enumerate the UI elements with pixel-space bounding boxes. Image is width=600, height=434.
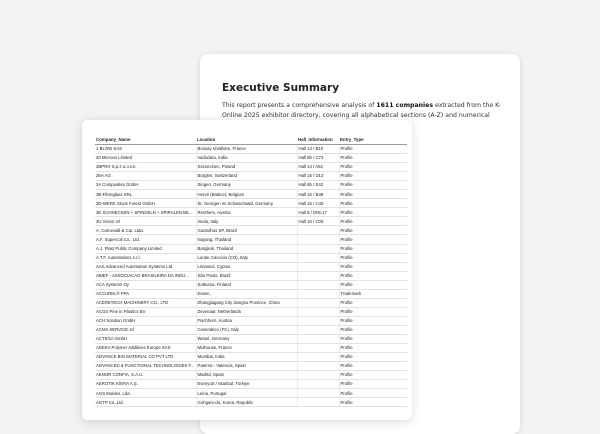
company-name-cell: ACERETECH MACHINERY CO., LTD [95,298,196,307]
company-name-cell: ABIEF - ASSOCIACAO BRASILEIRA DA INDÚ... [95,271,196,280]
location-cell: Zevenaar, Netherlands [196,307,297,316]
table-row [95,172,407,181]
hall-cell [297,307,339,316]
company-name-cell: ACTEGA GmbH [95,334,196,343]
location-cell: St. Georgen im Schwarzwald, Germany [196,199,297,208]
location-cell: Fischhorn, Austria [196,316,297,325]
table-row [95,325,407,334]
table-row [95,208,407,217]
table-row [95,235,407,244]
hall-cell: Hall 8b / C73 [297,154,339,163]
entry-type-cell: Profile [339,316,407,325]
hall-cell [297,226,339,235]
entry-type-cell: Profile [339,154,407,163]
entry-type-cell: Profile [339,163,407,172]
company-name-cell: ACCUREL® PPA [95,289,196,298]
entry-type-cell: Profile [339,190,407,199]
table-row [95,353,407,362]
summary-text-end: extracted from the K-Online 2025 exhibitor directory, covering all alphabetical sections (A-Z) and numerical [222,102,501,119]
hall-cell [297,280,339,289]
hall-cell [297,344,339,353]
company-name-cell: 2kH AG [95,172,196,181]
company-name-cell: 2BPRO S.p.z.o.o.s.k. [95,163,196,172]
table-row [95,289,407,298]
company-table-page [82,120,412,420]
table-row [95,244,407,253]
table-row [95,271,407,280]
table-body [95,145,407,407]
entry-type-cell: Profile [339,280,407,289]
hall-cell [297,316,339,325]
hall-cell [297,334,339,343]
entry-type-cell: Profile [339,325,407,334]
entry-type-cell: Profile [339,334,407,343]
table-row [95,398,407,407]
company-name-cell: A.T.F. Automations s.r.l. [95,253,196,262]
table-header-row [95,135,407,145]
location-cell: Imola, Italy [196,217,297,226]
company-name-cell: AEROTIK KİMYA A.Ş. [95,380,196,389]
table-row [95,253,407,262]
company-name-cell: ADVANCE BIO MATERIAL CO PVT LTD [95,353,196,362]
location-cell: Hervé (Battice), Belgium [196,190,297,199]
hall-cell: Hall 14 / A62 [297,163,339,172]
location-cell: Sotkuma, Finland [196,280,297,289]
location-cell: Nayang, Thailand [196,235,297,244]
column-header-entry-type: Entry_Type [339,135,407,145]
location-cell: Renthem, Austria [196,208,297,217]
location-cell: Gohgam-do, Korea, Republic [196,398,297,407]
company-name-cell: AAS Advanced Automation Systems Ltd. [95,262,196,271]
hall-cell: Hall 8b / E42 [297,181,339,190]
company-name-cell: 3E SCHNECKEN + SPINDELN + SPIRALEN BE... [95,208,196,217]
company-name-cell: AGS Moldes, Lda. [95,389,196,398]
company-name-cell: ACGS Pine in Plastics BV [95,307,196,316]
entry-type-cell: Profile [339,380,407,389]
entry-type-cell: Profile [339,307,407,316]
company-name-cell: A.F. Supercoil Co., Ltd. [95,235,196,244]
table-row [95,262,407,271]
column-header-company: Company_Name [95,135,196,145]
table-row [95,199,407,208]
hall-cell [297,289,339,298]
summary-title: Executive Summary [222,82,340,94]
entry-type-cell: Profile [339,217,407,226]
location-cell: Singen, Germany [196,181,297,190]
company-name-cell: 3D-WERK Stock Forest GmbH [95,199,196,208]
hall-cell [297,235,339,244]
entry-type-cell: Profile [339,344,407,353]
table-row [95,316,407,325]
table-row [95,389,407,398]
column-header-hall: Hall_Information [297,135,339,145]
table-row [95,163,407,172]
company-name-cell: 3B-Fibreglass SRL [95,190,196,199]
hall-cell [297,398,339,407]
table-row [95,362,407,371]
location-cell: Bossay s/Valloire, France [196,145,297,154]
summary-company-count: 1611 companies [376,102,434,109]
entry-type-cell: Profile [339,362,407,371]
hall-cell: Hall 14 / B10 [297,145,339,154]
location-cell: São Paulo, Brazil [196,271,297,280]
table-row [95,371,407,380]
location-cell: Szezecinec, Poland [196,163,297,172]
hall-cell [297,362,339,371]
hall-cell: Hall 8 / D06.17 [297,208,339,217]
table-row [95,280,407,289]
table-row [95,181,407,190]
table-row [95,145,407,154]
location-cell: Esenyurt / Istanbul, Türkiye [196,380,297,389]
company-name-cell: A. Carnevalli & Cia. Ltda. [95,226,196,235]
table-row [95,226,407,235]
location-cell: Mumbai, India [196,353,297,362]
entry-type-cell: Profile [339,253,407,262]
table-row [95,217,407,226]
entry-type-cell: Profile [339,145,407,154]
entry-type-cell: Profile [339,172,407,181]
hall-cell [297,298,339,307]
hall-cell: Hall 15 / D13 [297,172,339,181]
table-row [95,154,407,163]
company-name-cell: 3U Vision srl [95,217,196,226]
entry-type-cell: Profile [339,199,407,208]
location-cell: Cesenatico (FC), Italy [196,325,297,334]
company-name-cell: ADVANCED & FUNCTIONAL TECHNOLOGIES F... [95,362,196,371]
location-cell: Guarulhos SP, Brazil [196,226,297,235]
table-row [95,307,407,316]
location-cell: Mulhouse, France [196,344,297,353]
entry-type-cell: Profile [339,271,407,280]
table-row [95,380,407,389]
location-cell: Madrid, Spain [196,371,297,380]
hall-cell [297,371,339,380]
hall-cell: Hall 15 / C40 [297,199,339,208]
hall-cell [297,353,339,362]
company-name-cell: 1 BLOW SAS [95,145,196,154]
location-cell: Bangkok, Thailand [196,244,297,253]
location-cell: Leiria, Portugal [196,389,297,398]
location-cell: Wesel, Germany [196,334,297,343]
table-row [95,334,407,343]
company-name-cell: ACH Solution GmbH [95,316,196,325]
entry-type-cell: Profile [339,389,407,398]
entry-type-cell: Profile [339,235,407,244]
entry-type-cell: Profile [339,353,407,362]
company-name-cell: ACMA SERVICE srl [95,325,196,334]
company-name-cell: AENOR CONFIA, S.A.U. [95,371,196,380]
hall-cell: Hall 15 / B38 [297,190,339,199]
hall-cell: Hall 10 / C09 [297,217,339,226]
summary-text-start: This report presents a comprehensive analysis of [222,102,377,109]
entry-type-cell: Profile [339,298,407,307]
location-cell: Paterna - Valencia, Spain [196,362,297,371]
location-cell: Vadodara, India [196,154,297,163]
company-name-cell: ACA Systems Oy [95,280,196,289]
location-cell: Limassol, Cyprus [196,262,297,271]
company-name-cell: 20 Microns Limited [95,154,196,163]
entry-type-cell: Profile [339,244,407,253]
table-row [95,190,407,199]
entry-type-cell: Trademark [339,289,407,298]
hall-cell [297,271,339,280]
company-name-cell: A.J. Plast Public Company Limited [95,244,196,253]
company-name-cell: 3A Composites GmbH [95,181,196,190]
entry-type-cell: Profile [339,371,407,380]
entry-type-cell: Profile [339,181,407,190]
hall-cell [297,325,339,334]
table-row [95,344,407,353]
company-table [95,135,407,407]
company-name-cell: AGTP Co.,Ltd. [95,398,196,407]
column-header-location: Location [196,135,297,145]
location-cell: Essen, [196,289,297,298]
table-row [95,298,407,307]
entry-type-cell: Profile [339,208,407,217]
hall-cell [297,389,339,398]
entry-type-cell: Profile [339,262,407,271]
hall-cell [297,253,339,262]
hall-cell [297,244,339,253]
company-name-cell: ADEKA Polymer Additives Europe SAS [95,344,196,353]
entry-type-cell: Profile [339,398,407,407]
location-cell: Zhangjiagang City Jiangsu Province, China [196,298,297,307]
hall-cell [297,262,339,271]
location-cell: Bürglen, Switzerland [196,172,297,181]
hall-cell [297,380,339,389]
entry-type-cell: Profile [339,226,407,235]
location-cell: Lurate Caccivio (CO), Italy [196,253,297,262]
